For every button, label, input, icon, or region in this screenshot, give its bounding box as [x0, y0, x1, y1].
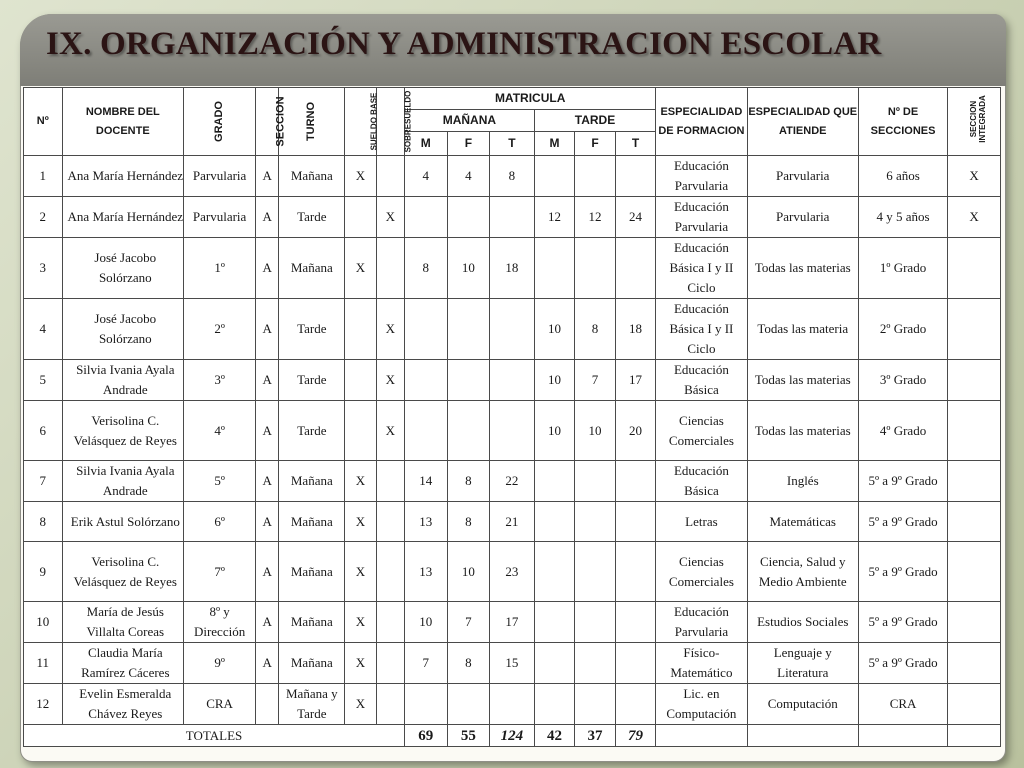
total-tarde-m: 42 [534, 725, 575, 747]
cell-grado: 8º y Dirección [184, 602, 256, 643]
cell-turno: Tarde [279, 197, 345, 238]
cell-nombre: Verisolina C. Velásquez de Reyes [62, 542, 184, 602]
total-manana-t: 124 [490, 725, 535, 747]
header-grado [184, 88, 256, 156]
cell-manana-t: 21 [490, 502, 535, 542]
cell-esp-atiende: Computación [747, 684, 858, 725]
cell-manana-t: 15 [490, 643, 535, 684]
cell-esp-atiende: Parvularia [747, 197, 858, 238]
cell-tarde-m [534, 643, 575, 684]
header-turno-label: TURNO [305, 101, 318, 142]
cell-grado: 7º [184, 542, 256, 602]
cell-tarde-f: 10 [575, 401, 616, 461]
table-body [24, 156, 1001, 725]
cell-sobresueldo: X [376, 401, 404, 461]
cell-manana-f: 8 [447, 502, 490, 542]
cell-manana-m: 10 [405, 602, 448, 643]
cell-seccion-integrada: X [948, 197, 1001, 238]
total-tarde-f: 37 [575, 725, 616, 747]
cell-turno: Tarde [279, 299, 345, 360]
cell-num-secciones: 4º Grado [858, 401, 947, 461]
cell-grado: 2º [184, 299, 256, 360]
cell-tarde-t [615, 542, 656, 602]
cell-sueldo-base: X [345, 684, 376, 725]
total-manana-m: 69 [405, 725, 448, 747]
cell-num-secciones: 5º a 9º Grado [858, 502, 947, 542]
cell-tarde-t [615, 684, 656, 725]
table-row [24, 401, 1001, 461]
cell-tarde-m: 10 [534, 401, 575, 461]
total-blank-atiende [747, 725, 858, 747]
cell-grado: CRA [184, 684, 256, 725]
cell-num: 11 [24, 643, 63, 684]
cell-num: 9 [24, 542, 63, 602]
cell-manana-f: 8 [447, 643, 490, 684]
cell-seccion-integrada [948, 299, 1001, 360]
header-manana-f: F [447, 132, 490, 156]
cell-tarde-m [534, 602, 575, 643]
cell-nombre: Silvia Ivania Ayala Andrade [62, 461, 184, 502]
cell-sueldo-base: X [345, 542, 376, 602]
cell-num: 1 [24, 156, 63, 197]
cell-num-secciones: 4 y 5 años [858, 197, 947, 238]
cell-seccion: A [256, 156, 279, 197]
cell-grado: 6º [184, 502, 256, 542]
header-sueldo-base [345, 88, 379, 156]
cell-tarde-t [615, 156, 656, 197]
cell-num-secciones: 6 años [858, 156, 947, 197]
cell-sobresueldo [376, 461, 404, 502]
cell-tarde-t: 24 [615, 197, 656, 238]
cell-esp-formacion: Educación Básica I y II Ciclo [656, 238, 747, 299]
header-seccion [256, 88, 287, 156]
cell-esp-formacion: Educación Básica [656, 461, 747, 502]
cell-esp-atiende: Matemáticas [747, 502, 858, 542]
cell-grado: 5º [184, 461, 256, 502]
cell-tarde-f [575, 461, 616, 502]
table-row [24, 299, 1001, 360]
cell-manana-m [405, 684, 448, 725]
cell-seccion: A [256, 643, 279, 684]
cell-num-secciones: 5º a 9º Grado [858, 643, 947, 684]
cell-num: 8 [24, 502, 63, 542]
cell-sueldo-base: X [345, 238, 376, 299]
total-manana-f: 55 [447, 725, 490, 747]
cell-num: 3 [24, 238, 63, 299]
cell-tarde-m [534, 156, 575, 197]
header-esp-atiende: ESPECIALIDAD QUE ATIENDE [747, 88, 858, 156]
cell-sobresueldo [376, 542, 404, 602]
header-esp-formacion: ESPECIALIDAD DE FORMACION [656, 88, 747, 156]
cell-num: 12 [24, 684, 63, 725]
cell-nombre: María de Jesús Villalta Coreas [62, 602, 184, 643]
cell-nombre: Ana María Hernández [62, 197, 184, 238]
header-tarde: TARDE [534, 110, 656, 132]
header-matricula: MATRICULA [405, 88, 656, 110]
cell-manana-m: 13 [405, 502, 448, 542]
slide-title: IX. ORGANIZACIÓN Y ADMINISTRACION ESCOLAR [46, 26, 882, 62]
cell-esp-atiende: Todas las materias [747, 238, 858, 299]
cell-manana-t: 23 [490, 542, 535, 602]
cell-tarde-t: 18 [615, 299, 656, 360]
cell-manana-t: 17 [490, 602, 535, 643]
header-manana-m: M [405, 132, 448, 156]
cell-manana-f: 10 [447, 542, 490, 602]
cell-manana-t: 8 [490, 156, 535, 197]
cell-grado: 9º [184, 643, 256, 684]
table-row [24, 502, 1001, 542]
cell-sueldo-base: X [345, 156, 376, 197]
cell-nombre: José Jacobo Solórzano [62, 299, 184, 360]
cell-esp-formacion: Ciencias Comerciales [656, 542, 747, 602]
cell-seccion-integrada [948, 542, 1001, 602]
cell-esp-formacion: Educación Básica [656, 360, 747, 401]
cell-manana-f: 10 [447, 238, 490, 299]
cell-manana-f [447, 360, 490, 401]
cell-manana-m: 4 [405, 156, 448, 197]
cell-tarde-m: 12 [534, 197, 575, 238]
cell-tarde-m [534, 542, 575, 602]
cell-esp-formacion: Educación Básica I y II Ciclo [656, 299, 747, 360]
cell-seccion-integrada [948, 602, 1001, 643]
header-num-secciones: Nº DE SECCIONES [858, 88, 947, 156]
cell-manana-f [447, 299, 490, 360]
totals-label: TOTALES [24, 725, 405, 747]
cell-tarde-f: 12 [575, 197, 616, 238]
cell-tarde-t [615, 643, 656, 684]
cell-num: 7 [24, 461, 63, 502]
cell-seccion-integrada [948, 360, 1001, 401]
cell-seccion: A [256, 602, 279, 643]
cell-seccion: A [256, 542, 279, 602]
cell-seccion-integrada [948, 461, 1001, 502]
cell-tarde-m [534, 238, 575, 299]
cell-esp-atiende: Lenguaje y Literatura [747, 643, 858, 684]
cell-manana-m [405, 401, 448, 461]
cell-num-secciones: 2º Grado [858, 299, 947, 360]
cell-sueldo-base: X [345, 502, 376, 542]
cell-manana-t [490, 401, 535, 461]
cell-manana-m: 7 [405, 643, 448, 684]
cell-num: 6 [24, 401, 63, 461]
cell-sobresueldo [376, 502, 404, 542]
cell-num-secciones: 3º Grado [858, 360, 947, 401]
cell-tarde-f [575, 542, 616, 602]
cell-manana-m: 8 [405, 238, 448, 299]
cell-seccion [256, 684, 279, 725]
cell-tarde-t: 20 [615, 401, 656, 461]
cell-tarde-f: 7 [575, 360, 616, 401]
cell-seccion: A [256, 360, 279, 401]
cell-esp-formacion: Lic. en Computación [656, 684, 747, 725]
header-manana: MAÑANA [405, 110, 535, 132]
header-seccion-integrada-label: SECCION INTEGRADA [969, 95, 988, 143]
cell-seccion-integrada [948, 502, 1001, 542]
table-row [24, 156, 1001, 197]
header-num: Nº [24, 88, 63, 156]
cell-manana-f [447, 401, 490, 461]
total-blank-secciones [858, 725, 947, 747]
cell-tarde-m: 10 [534, 360, 575, 401]
cell-num: 10 [24, 602, 63, 643]
cell-tarde-f [575, 684, 616, 725]
table-row [24, 360, 1001, 401]
cell-esp-formacion: Educación Parvularia [656, 156, 747, 197]
cell-tarde-m [534, 684, 575, 725]
cell-nombre: Silvia Ivania Ayala Andrade [62, 360, 184, 401]
cell-turno: Mañana [279, 238, 345, 299]
cell-tarde-f [575, 156, 616, 197]
cell-manana-t [490, 197, 535, 238]
header-tarde-f: F [575, 132, 616, 156]
cell-grado: 1º [184, 238, 256, 299]
cell-tarde-t [615, 238, 656, 299]
cell-manana-m [405, 360, 448, 401]
header-grado-label: GRADO [213, 101, 226, 142]
cell-seccion-integrada [948, 684, 1001, 725]
cell-sueldo-base: X [345, 461, 376, 502]
table-row [24, 238, 1001, 299]
cell-esp-atiende: Inglés [747, 461, 858, 502]
cell-nombre: Verisolina C. Velásquez de Reyes [62, 401, 184, 461]
cell-sobresueldo [376, 643, 404, 684]
cell-seccion-integrada [948, 238, 1001, 299]
cell-manana-f [447, 197, 490, 238]
cell-num: 2 [24, 197, 63, 238]
header-nombre: NOMBRE DEL DOCENTE [62, 88, 184, 156]
cell-num-secciones: 5º a 9º Grado [858, 461, 947, 502]
cell-manana-f [447, 684, 490, 725]
cell-tarde-m [534, 502, 575, 542]
cell-seccion: A [256, 461, 279, 502]
cell-sueldo-base [345, 299, 376, 360]
cell-turno: Mañana y Tarde [279, 684, 345, 725]
cell-nombre: Ana María Hernández [62, 156, 184, 197]
table-row [24, 684, 1001, 725]
cell-sueldo-base [345, 197, 376, 238]
cell-turno: Tarde [279, 360, 345, 401]
cell-sueldo-base: X [345, 643, 376, 684]
cell-sobresueldo [376, 602, 404, 643]
cell-esp-formacion: Letras [656, 502, 747, 542]
table-row [24, 461, 1001, 502]
totals-row [24, 725, 1001, 747]
cell-seccion: A [256, 238, 279, 299]
cell-turno: Mañana [279, 156, 345, 197]
total-tarde-t: 79 [615, 725, 656, 747]
cell-grado: 4º [184, 401, 256, 461]
cell-num-secciones: 1º Grado [858, 238, 947, 299]
cell-grado: Parvularia [184, 156, 256, 197]
cell-seccion-integrada [948, 401, 1001, 461]
cell-esp-atiende: Parvularia [747, 156, 858, 197]
cell-num-secciones: 5º a 9º Grado [858, 602, 947, 643]
cell-nombre: Claudia María Ramírez Cáceres [62, 643, 184, 684]
cell-turno: Mañana [279, 602, 345, 643]
cell-num-secciones: CRA [858, 684, 947, 725]
cell-seccion-integrada: X [948, 156, 1001, 197]
header-tarde-t: T [615, 132, 656, 156]
cell-tarde-t [615, 602, 656, 643]
cell-nombre: José Jacobo Solórzano [62, 238, 184, 299]
teachers-table [23, 87, 1001, 747]
total-blank-integrada [948, 725, 1001, 747]
cell-tarde-t [615, 502, 656, 542]
cell-manana-m [405, 299, 448, 360]
cell-grado: Parvularia [184, 197, 256, 238]
cell-tarde-t [615, 461, 656, 502]
cell-seccion: A [256, 401, 279, 461]
cell-esp-atiende: Todas las materia [747, 299, 858, 360]
cell-sobresueldo: X [376, 360, 404, 401]
cell-manana-f: 7 [447, 602, 490, 643]
cell-tarde-m: 10 [534, 299, 575, 360]
cell-tarde-f [575, 602, 616, 643]
header-manana-t: T [490, 132, 535, 156]
header-sobresueldo-label: SOBRESUELDO [403, 90, 413, 153]
cell-manana-f: 8 [447, 461, 490, 502]
cell-sobresueldo: X [376, 299, 404, 360]
cell-esp-atiende: Estudios Sociales [747, 602, 858, 643]
cell-manana-t [490, 360, 535, 401]
cell-esp-formacion: Educación Parvularia [656, 197, 747, 238]
cell-nombre: Erik Astul Solórzano [62, 502, 184, 542]
cell-tarde-f [575, 643, 616, 684]
cell-manana-m [405, 197, 448, 238]
total-blank-formacion [656, 725, 747, 747]
cell-turno: Mañana [279, 542, 345, 602]
cell-tarde-m [534, 461, 575, 502]
cell-turno: Mañana [279, 461, 345, 502]
cell-manana-t: 18 [490, 238, 535, 299]
cell-grado: 3º [184, 360, 256, 401]
cell-esp-atiende: Todas las materias [747, 360, 858, 401]
cell-esp-atiende: Ciencia, Salud y Medio Ambiente [747, 542, 858, 602]
cell-turno: Tarde [279, 401, 345, 461]
table-row [24, 602, 1001, 643]
table-row [24, 643, 1001, 684]
cell-manana-m: 14 [405, 461, 448, 502]
cell-num-secciones: 5º a 9º Grado [858, 542, 947, 602]
cell-sueldo-base: X [345, 602, 376, 643]
cell-tarde-f: 8 [575, 299, 616, 360]
cell-sueldo-base [345, 401, 376, 461]
cell-turno: Mañana [279, 643, 345, 684]
header-tarde-m: M [534, 132, 575, 156]
cell-turno: Mañana [279, 502, 345, 542]
cell-esp-formacion: Ciencias Comerciales [656, 401, 747, 461]
cell-seccion: A [256, 299, 279, 360]
cell-tarde-f [575, 238, 616, 299]
cell-sobresueldo [376, 238, 404, 299]
table-row [24, 542, 1001, 602]
cell-seccion-integrada [948, 643, 1001, 684]
cell-esp-atiende: Todas las materias [747, 401, 858, 461]
cell-esp-formacion: Físico-Matemático [656, 643, 747, 684]
cell-seccion: A [256, 502, 279, 542]
cell-esp-formacion: Educación Parvularia [656, 602, 747, 643]
cell-sobresueldo: X [376, 197, 404, 238]
cell-sobresueldo [376, 156, 404, 197]
table-row [24, 197, 1001, 238]
cell-tarde-f [575, 502, 616, 542]
header-seccion-label: SECCION [274, 96, 287, 147]
cell-manana-t [490, 684, 535, 725]
cell-tarde-t: 17 [615, 360, 656, 401]
cell-nombre: Evelin Esmeralda Chávez Reyes [62, 684, 184, 725]
cell-manana-t [490, 299, 535, 360]
cell-num: 4 [24, 299, 63, 360]
cell-manana-f: 4 [447, 156, 490, 197]
cell-seccion: A [256, 197, 279, 238]
cell-manana-m: 13 [405, 542, 448, 602]
header-seccion-integrada [948, 88, 1001, 156]
cell-manana-t: 22 [490, 461, 535, 502]
cell-sobresueldo [376, 684, 404, 725]
cell-sueldo-base [345, 360, 376, 401]
cell-num: 5 [24, 360, 63, 401]
header-sueldo-base-label: SUELDO BASE [369, 92, 379, 151]
